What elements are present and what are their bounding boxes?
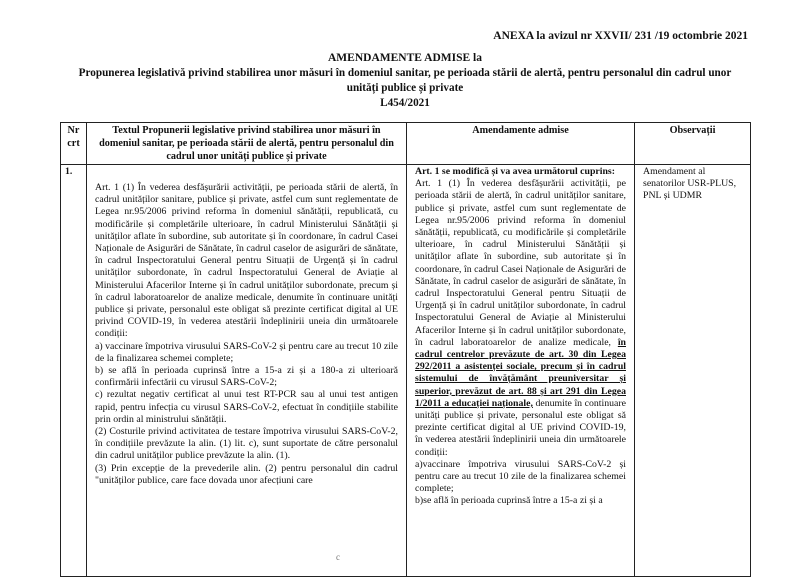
document-title — [60, 51, 750, 111]
amendment-text-part2: denumite în continuare unități publice și private, personalul este obligat să prezinte certificat digital al UE privind COVID-19, în vederea atestării îndeplinirii uneia din următoarele condiții: — [415, 397, 626, 458]
amendment-heading: Art. 1 se modifică și va avea următorul cuprins: — [415, 166, 615, 177]
original-text-cell — [87, 165, 407, 577]
row-number: 1. — [61, 165, 87, 577]
observations-cell — [635, 165, 751, 577]
title-line-3: unități publice și private — [346, 82, 464, 94]
title-line-4: L454/2021 — [380, 97, 430, 109]
observation-text: Amendament al senatorilor USR-PLUS, PNL și UDMR — [643, 166, 737, 202]
amendment-added-text: în cadrul centrelor prevăzute de art. 30 din Legea 292/2011 a asistenței sociale, precum și în cadrul sistemului de învățământ preuniversitar și superior, prevăzut de art. 88 și art 291 din Legea 1/2011 a educației naționale, — [415, 336, 626, 409]
header-observations: Observații — [635, 123, 751, 165]
original-paragraph: c) rezultat negativ certificat al unui test RT-PCR sau al unui test antigen rapid, pentru infecția cu virusul SARS-CoV-2, efectuat în condițiile stabilite prin ordin al ministrului sănătății. — [95, 389, 398, 425]
amendment-cell — [407, 165, 635, 577]
annex-reference: ANEXA la avizul nr XXVII/ 231 /19 octombrie 2021 — [493, 30, 748, 42]
amendment-text-part1: Art. 1 (1) În vederea desfășurării activității, pe perioada stării de alertă, în cadrul unităților sanitare, publice și private, astfel cum sunt reglementate de Legea nr.95/2006 privind reforma în domeniul sănătății, republicată, cu modificările și completările ulterioare, în cadrul Ministerului Sănătății și unităților aflate în subordine, sub autoritate și în coordonare, în cadrul Casei Naționale de Asigurări de Sănătate, în cadrul caselor de asigurări de sănătate, în cadrul Inspectoratului General pentru Situații de Urgență și în cadrul unităților subordonate, în cadrul Inspectoratului General de Aviație al Ministerului Afacerilor Interne și în cadrul unităților subordonate, în cadrul laboratoarelor de analize medicale, — [415, 178, 626, 348]
original-paragraph: (3) Prin excepție de la prevederile alin. (2) pentru personalul din cadrul "unităților publice, care face dovada unor afecțiuni care — [95, 462, 398, 486]
title-line-2: Propunerea legislativă privind stabilirea unor măsuri în domeniul sanitar, pe perioada stării de alertă, pentru personalul din cadrul unor — [78, 67, 732, 79]
original-paragraph: a) vaccinare împotriva virusului SARS-CoV-2 și pentru care au trecut 10 zile de la finalizarea schemei complete; — [95, 340, 398, 364]
original-paragraph: b) se află în perioada cuprinsă între a 15-a zi și a 180-a zi ulterioară confirmării infectării cu virusul SARS-CoV-2; — [95, 365, 398, 389]
header-amendments: Amendamente admise — [407, 123, 635, 165]
table-row — [61, 165, 751, 577]
amendment-item-a: a)vaccinare împotriva virusului SARS-CoV-2 și pentru care au trecut 10 zile de la finalizarea schemei complete; — [415, 458, 626, 495]
table-header-row — [61, 123, 751, 165]
header-original-text: Textul Propunerii legislative privind stabilirea unor măsuri în domeniul sanitar, pe perioada stării de alertă, pentru personalul din cadrul unor unități publice și private — [87, 123, 407, 165]
amendments-table — [60, 122, 751, 577]
footer-mark: c — [336, 552, 340, 562]
title-line-1: AMENDAMENTE ADMISE la — [328, 52, 482, 64]
original-paragraph: Art. 1 (1) În vederea desfășurării activității, pe perioada stării de alertă, în cadrul unităților sanitare, publice și private, astfel cum sunt reglementate de Legea nr.95/2006 privind reforma în domeniul sănătății, republicată, cu modificările și completările ulterioare, în cadrul Ministerului Sănătății și unităților aflate în subordine, sub autoritate și în coordonare, în cadrul Casei Naționale de Asigurări de Sănătate, în cadrul caselor de asigurări de sănătate, în cadrul Inspectoratului General pentru Situații de Urgență și în cadrul unităților subordonate, în cadrul Inspectoratului General de Aviație al Ministerului Afacerilor Interne și în cadrul unităților subordonate, precum și în cadrul laboratoarelor de analize medicale, denumite în continuare unități publice și private, personalul este obligat să prezinte certificat digital al UE privind COVID-19, în vederea atestării îndeplinirii uneia din următoarele condiții: — [95, 182, 398, 340]
amendment-item-b: b)se află în perioada cuprinsă între a 15-a zi și a — [415, 495, 603, 507]
original-paragraph: (2) Costurile privind activitatea de testare împotriva virusului SARS-CoV-2, în condițiile prevăzute la alin. (1) lit. c), sunt suportate de către personalul din cadrul unităților publice prevăzute la alin. (1). — [95, 426, 398, 462]
header-nr: Nr crt — [61, 123, 87, 165]
amendment-paragraph — [415, 178, 626, 459]
